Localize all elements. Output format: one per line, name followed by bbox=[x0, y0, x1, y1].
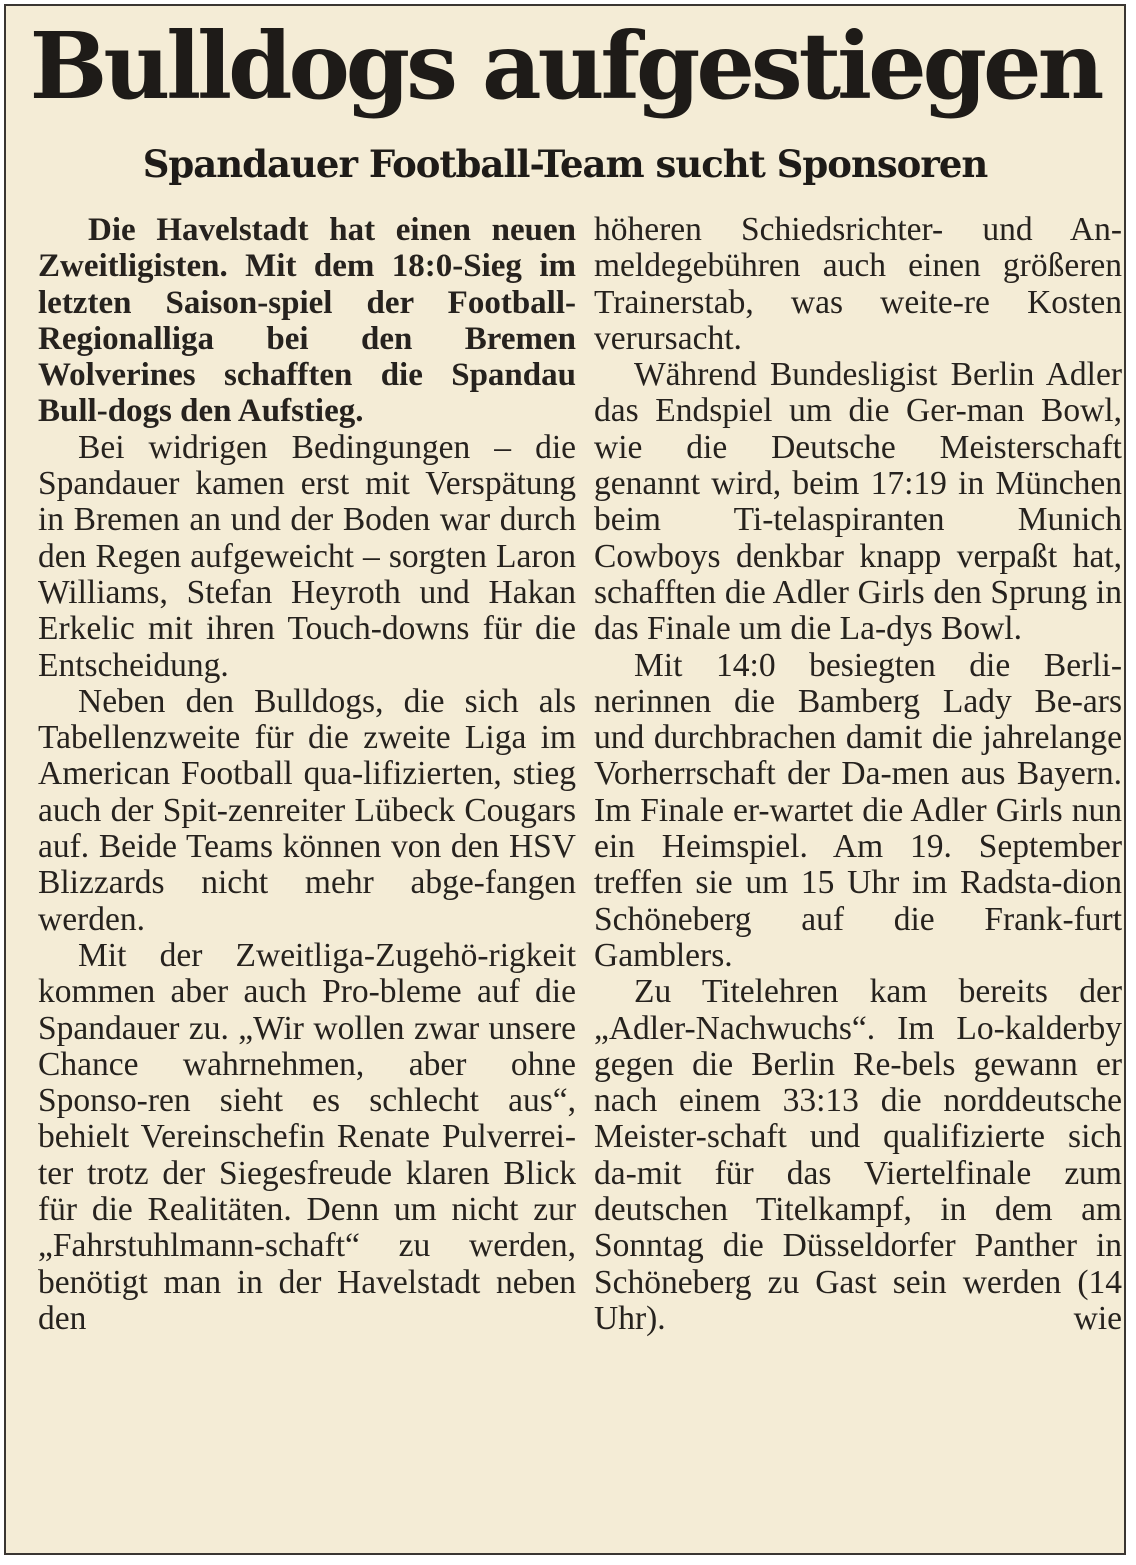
paragraph: Zu Titelehren kam bereits der „Adler-Nachwuchs“. Im Lo-kalderby gegen die Berlin Re-bels gewann er nach einem 33:13 die norddeutsche Meister-schaft und qualifizierte sich da-mit für das Viertelfinale zum deutschen Titelkampf, in dem am Sonntag die Düsseldorfer Panther in Schöneberg zu Gast sein werden (14 Uhr). wie bbox=[594, 973, 1122, 1337]
paragraph: Während Bundesligist Berlin Adler das Endspiel um die Ger-man Bowl, wie die Deutsche Meisterschaft genannt wird, beim 17:19 in München beim Ti-telaspiranten Munich Cowboys denkbar knapp verpaßt hat, schafften die Adler Girls den Sprung in das Finale um die La-dys Bowl. bbox=[594, 356, 1122, 648]
newspaper-clipping bbox=[4, 4, 1126, 1555]
paragraph: Neben den Bulldogs, die sich als Tabellenzweite für die zweite Liga im American Football qua-lifizierten, stieg auch der Spit-zenreiter Lübeck Cougars auf. Beide Teams können von den HSV Blizzards nicht mehr abge-fangen werden. bbox=[38, 682, 576, 938]
left-column bbox=[38, 212, 576, 1337]
right-column bbox=[594, 212, 1122, 1337]
paragraph: Bei widrigen Bedingungen – die Spandauer kamen erst mit Verspätung in Bremen an und der Boden war durch den Regen aufgeweicht – sorgten Laron Williams, Stefan Heyroth und Hakan Erkelic mit ihren Touch-downs für die Entscheidung. bbox=[38, 428, 576, 684]
lead-paragraph: Die Havelstadt hat einen neuen Zweitligisten. Mit dem 18:0-Sieg im letzten Saison-spiel der Football-Regionalliga bei den Bremen Wolverines schafften die Spandau Bull-dogs den Aufstieg. bbox=[38, 212, 576, 430]
subheadline: Spandauer Football-Team sucht Sponsoren bbox=[142, 142, 988, 186]
headline: Bulldogs aufgestiegen bbox=[29, 12, 1101, 120]
paragraph: Mit der Zweitliga-Zugehö-rigkeit kommen aber auch Pro-bleme auf die Spandauer zu. „Wir wollen zwar unsere Chance wahrnehmen, aber ohne Sponso-ren sieht es schlecht aus“, behielt Vereinschefin Renate Pulverrei-ter trotz der Siegesfreude klaren Blick für die Realitäten. Denn um nicht zur „Fahrstuhlmann-schaft“ zu werden, benötigt man in der Havelstadt neben den bbox=[38, 936, 576, 1337]
paragraph: höheren Schiedsrichter- und An-meldegebühren auch einen größeren Trainerstab, was weite-re Kosten verursacht. bbox=[594, 211, 1122, 357]
paragraph: Mit 14:0 besiegten die Berli-nerinnen die Bamberg Lady Be-ars und durchbrachen damit die jahrelange Vorherrschaft der Da-men aus Bayern. Im Finale er-wartet die Adler Girls nun ein Heimspiel. Am 19. September treffen sie um 15 Uhr im Radsta-dion Schöneberg auf die Frank-furt Gamblers. bbox=[594, 646, 1122, 974]
